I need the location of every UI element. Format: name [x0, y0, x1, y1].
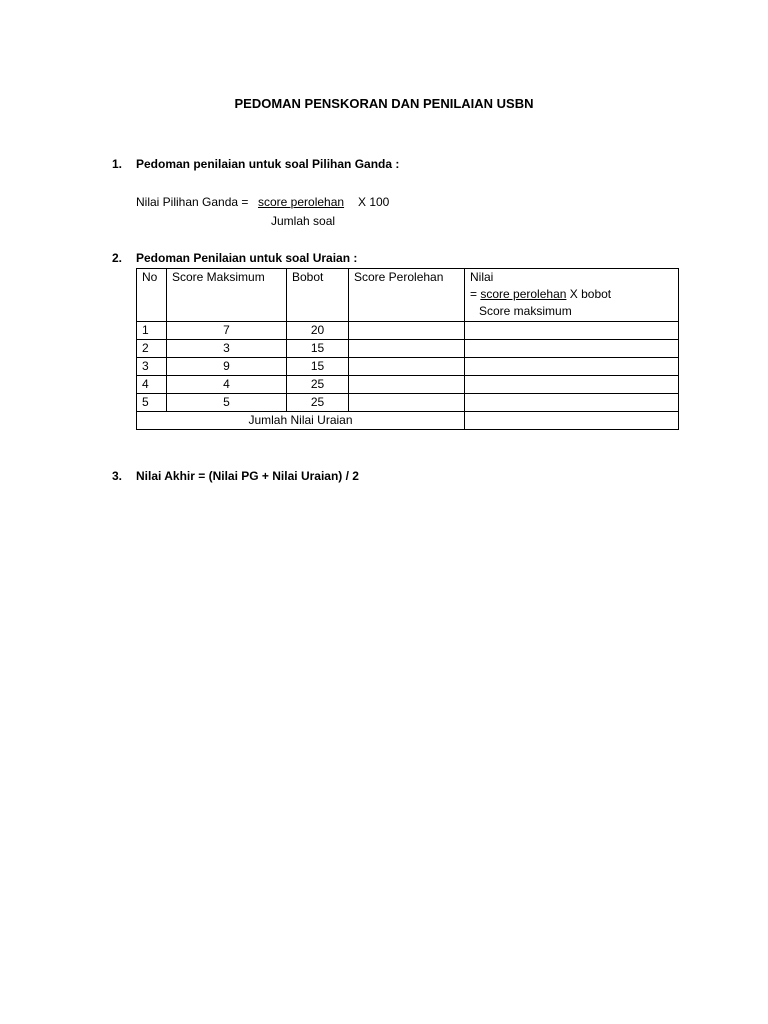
row-no: 2	[137, 340, 167, 358]
section-3-number: 3.	[112, 469, 123, 483]
row-no: 3	[137, 358, 167, 376]
header-nilai-mult: X bobot	[569, 287, 612, 301]
header-score-perolehan: Score Perolehan	[349, 269, 465, 322]
table-header-row	[137, 269, 679, 322]
header-bobot: Bobot	[287, 269, 349, 322]
pg-formula-label: Nilai Pilihan Ganda =	[136, 195, 249, 209]
section-2-number: 2.	[112, 251, 123, 265]
table-row	[137, 376, 679, 394]
section-2-heading: Pedoman Penilaian untuk soal Uraian :	[136, 251, 358, 265]
row-nilai	[465, 376, 679, 394]
total-value	[465, 412, 679, 430]
section-1-heading: Pedoman penilaian untuk soal Pilihan Ganda :	[136, 157, 400, 171]
row-score-maksimum: 3	[167, 340, 287, 358]
row-score-maksimum: 9	[167, 358, 287, 376]
row-bobot: 15	[287, 340, 349, 358]
table-total-row	[137, 412, 679, 430]
row-score-perolehan	[349, 340, 465, 358]
row-nilai	[465, 340, 679, 358]
pg-formula-multiplier: X 100	[358, 195, 390, 209]
row-bobot: 25	[287, 394, 349, 412]
header-nilai-title: Nilai	[470, 270, 494, 284]
row-nilai	[465, 322, 679, 340]
row-score-perolehan	[349, 394, 465, 412]
row-bobot: 20	[287, 322, 349, 340]
header-nilai-denominator: Score maksimum	[479, 304, 572, 318]
header-nilai	[465, 269, 679, 322]
pg-formula-denominator: Jumlah soal	[271, 214, 336, 228]
header-nilai-formula	[470, 286, 673, 303]
row-score-perolehan	[349, 358, 465, 376]
row-no: 4	[137, 376, 167, 394]
total-label: Jumlah Nilai Uraian	[137, 412, 465, 430]
header-no: No	[137, 269, 167, 322]
header-score-maksimum: Score Maksimum	[167, 269, 287, 322]
row-nilai	[465, 358, 679, 376]
nilai-akhir-formula: Nilai Akhir = (Nilai PG + Nilai Uraian) / 2	[136, 469, 359, 483]
row-no: 1	[137, 322, 167, 340]
row-score-maksimum: 7	[167, 322, 287, 340]
header-nilai-numerator: score perolehan	[480, 287, 567, 301]
table-row	[137, 340, 679, 358]
uraian-table	[136, 268, 679, 430]
row-score-maksimum: 4	[167, 376, 287, 394]
table-row	[137, 322, 679, 340]
header-nilai-eq: =	[470, 287, 478, 301]
page-title: PEDOMAN PENSKORAN DAN PENILAIAN USBN	[234, 96, 534, 111]
row-bobot: 15	[287, 358, 349, 376]
pg-formula-numerator: score perolehan	[258, 195, 345, 209]
row-score-maksimum: 5	[167, 394, 287, 412]
row-nilai	[465, 394, 679, 412]
row-score-perolehan	[349, 322, 465, 340]
table-row	[137, 358, 679, 376]
row-score-perolehan	[349, 376, 465, 394]
row-bobot: 25	[287, 376, 349, 394]
row-no: 5	[137, 394, 167, 412]
section-1-number: 1.	[112, 157, 123, 171]
table-row	[137, 394, 679, 412]
